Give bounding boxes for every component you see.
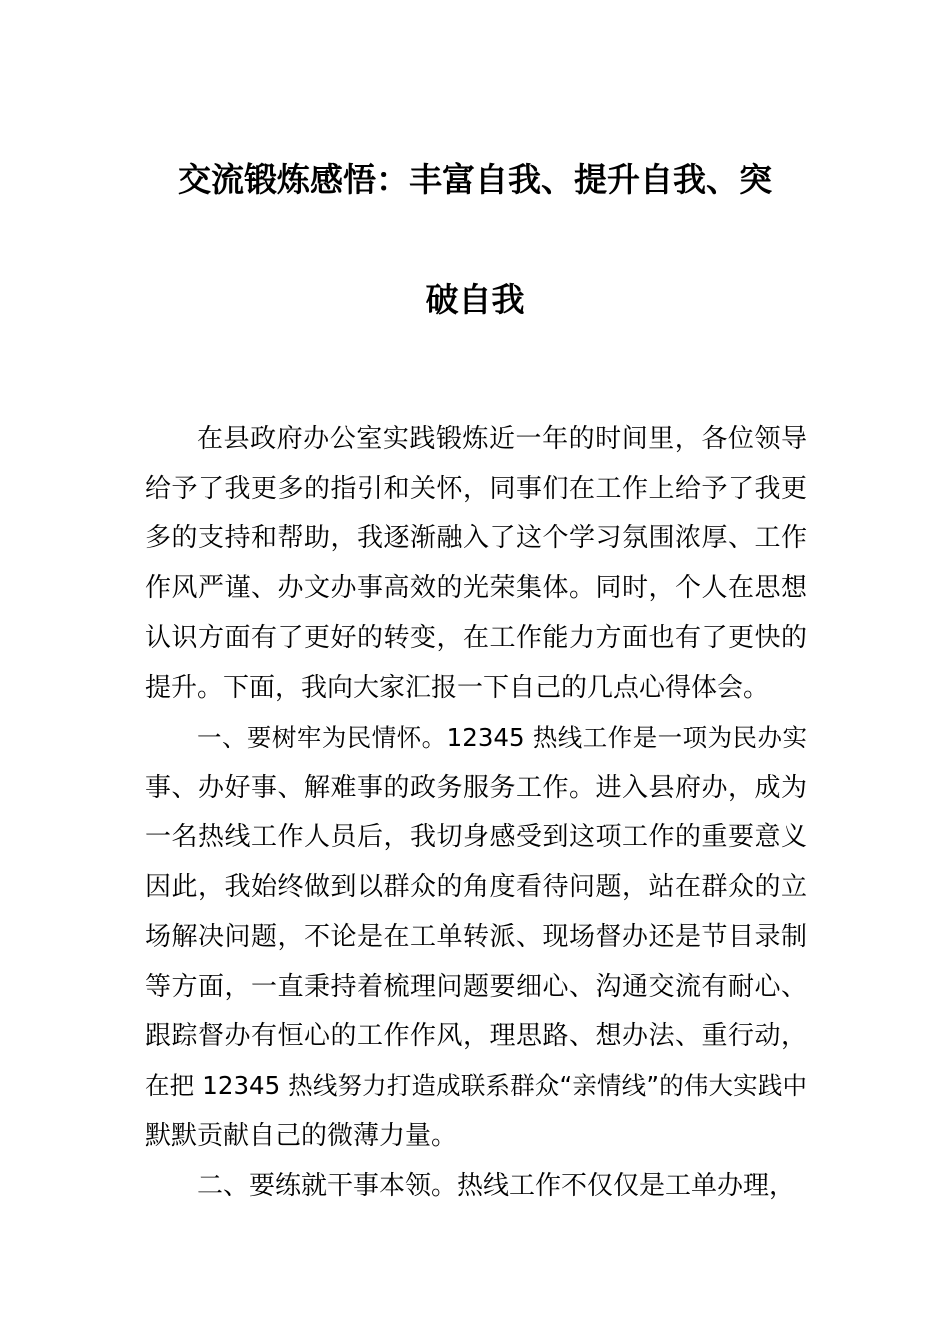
paragraph-2-line-1: 一、要树牢为民情怀。12345 热线工作是一项为民办实: [197, 723, 807, 752]
paragraph-1-line-5: 认识方面有了更好的转变，在工作能力方面也有了更快的: [145, 623, 807, 653]
paragraph-2-line-6: 等方面，一直秉持着梳理问题要细心、沟通交流有耐心、: [145, 972, 807, 1002]
paragraph-2-line-9: 默默贡献自己的微薄力量。: [145, 1121, 458, 1151]
paragraph-1-line-1: 在县政府办公室实践锻炼近一年的时间里，各位领导: [197, 424, 807, 454]
document-title-line-2: 破自我: [425, 280, 525, 319]
paragraph-3-line-1: 二、要练就干事本领。热线工作不仅仅是工单办理，: [197, 1171, 796, 1201]
paragraph-1-line-4: 作风严谨、办文办事高效的光荣集体。同时，个人在思想: [145, 573, 807, 603]
document-title-line-1: 交流锻炼感悟：丰富自我、提升自我、突: [178, 160, 772, 199]
paragraph-2-line-8: 在把 12345 热线努力打造成联系群众“亲情线”的伟大实践中: [145, 1071, 807, 1100]
paragraph-2-line-5: 场解决问题，不论是在工单转派、现场督办还是节目录制: [145, 922, 807, 952]
paragraph-2-line-4: 因此，我始终做到以群众的角度看待问题，站在群众的立: [145, 872, 807, 902]
paragraph-2-line-3: 一名热线工作人员后，我切身感受到这项工作的重要意义: [145, 822, 807, 852]
paragraph-1-line-3: 多的支持和帮助，我逐渐融入了这个学习氛围浓厚、工作: [145, 523, 807, 553]
paragraph-1-line-2: 给予了我更多的指引和关怀，同事们在工作上给予了我更: [145, 474, 807, 504]
paragraph-2-line-2: 事、办好事、解难事的政务服务工作。进入县府办，成为: [145, 773, 807, 803]
paragraph-2-line-7: 跟踪督办有恒心的工作作风，理思路、想办法、重行动，: [145, 1021, 807, 1051]
paragraph-1-line-6: 提升。下面，我向大家汇报一下自己的几点心得体会。: [145, 673, 770, 703]
